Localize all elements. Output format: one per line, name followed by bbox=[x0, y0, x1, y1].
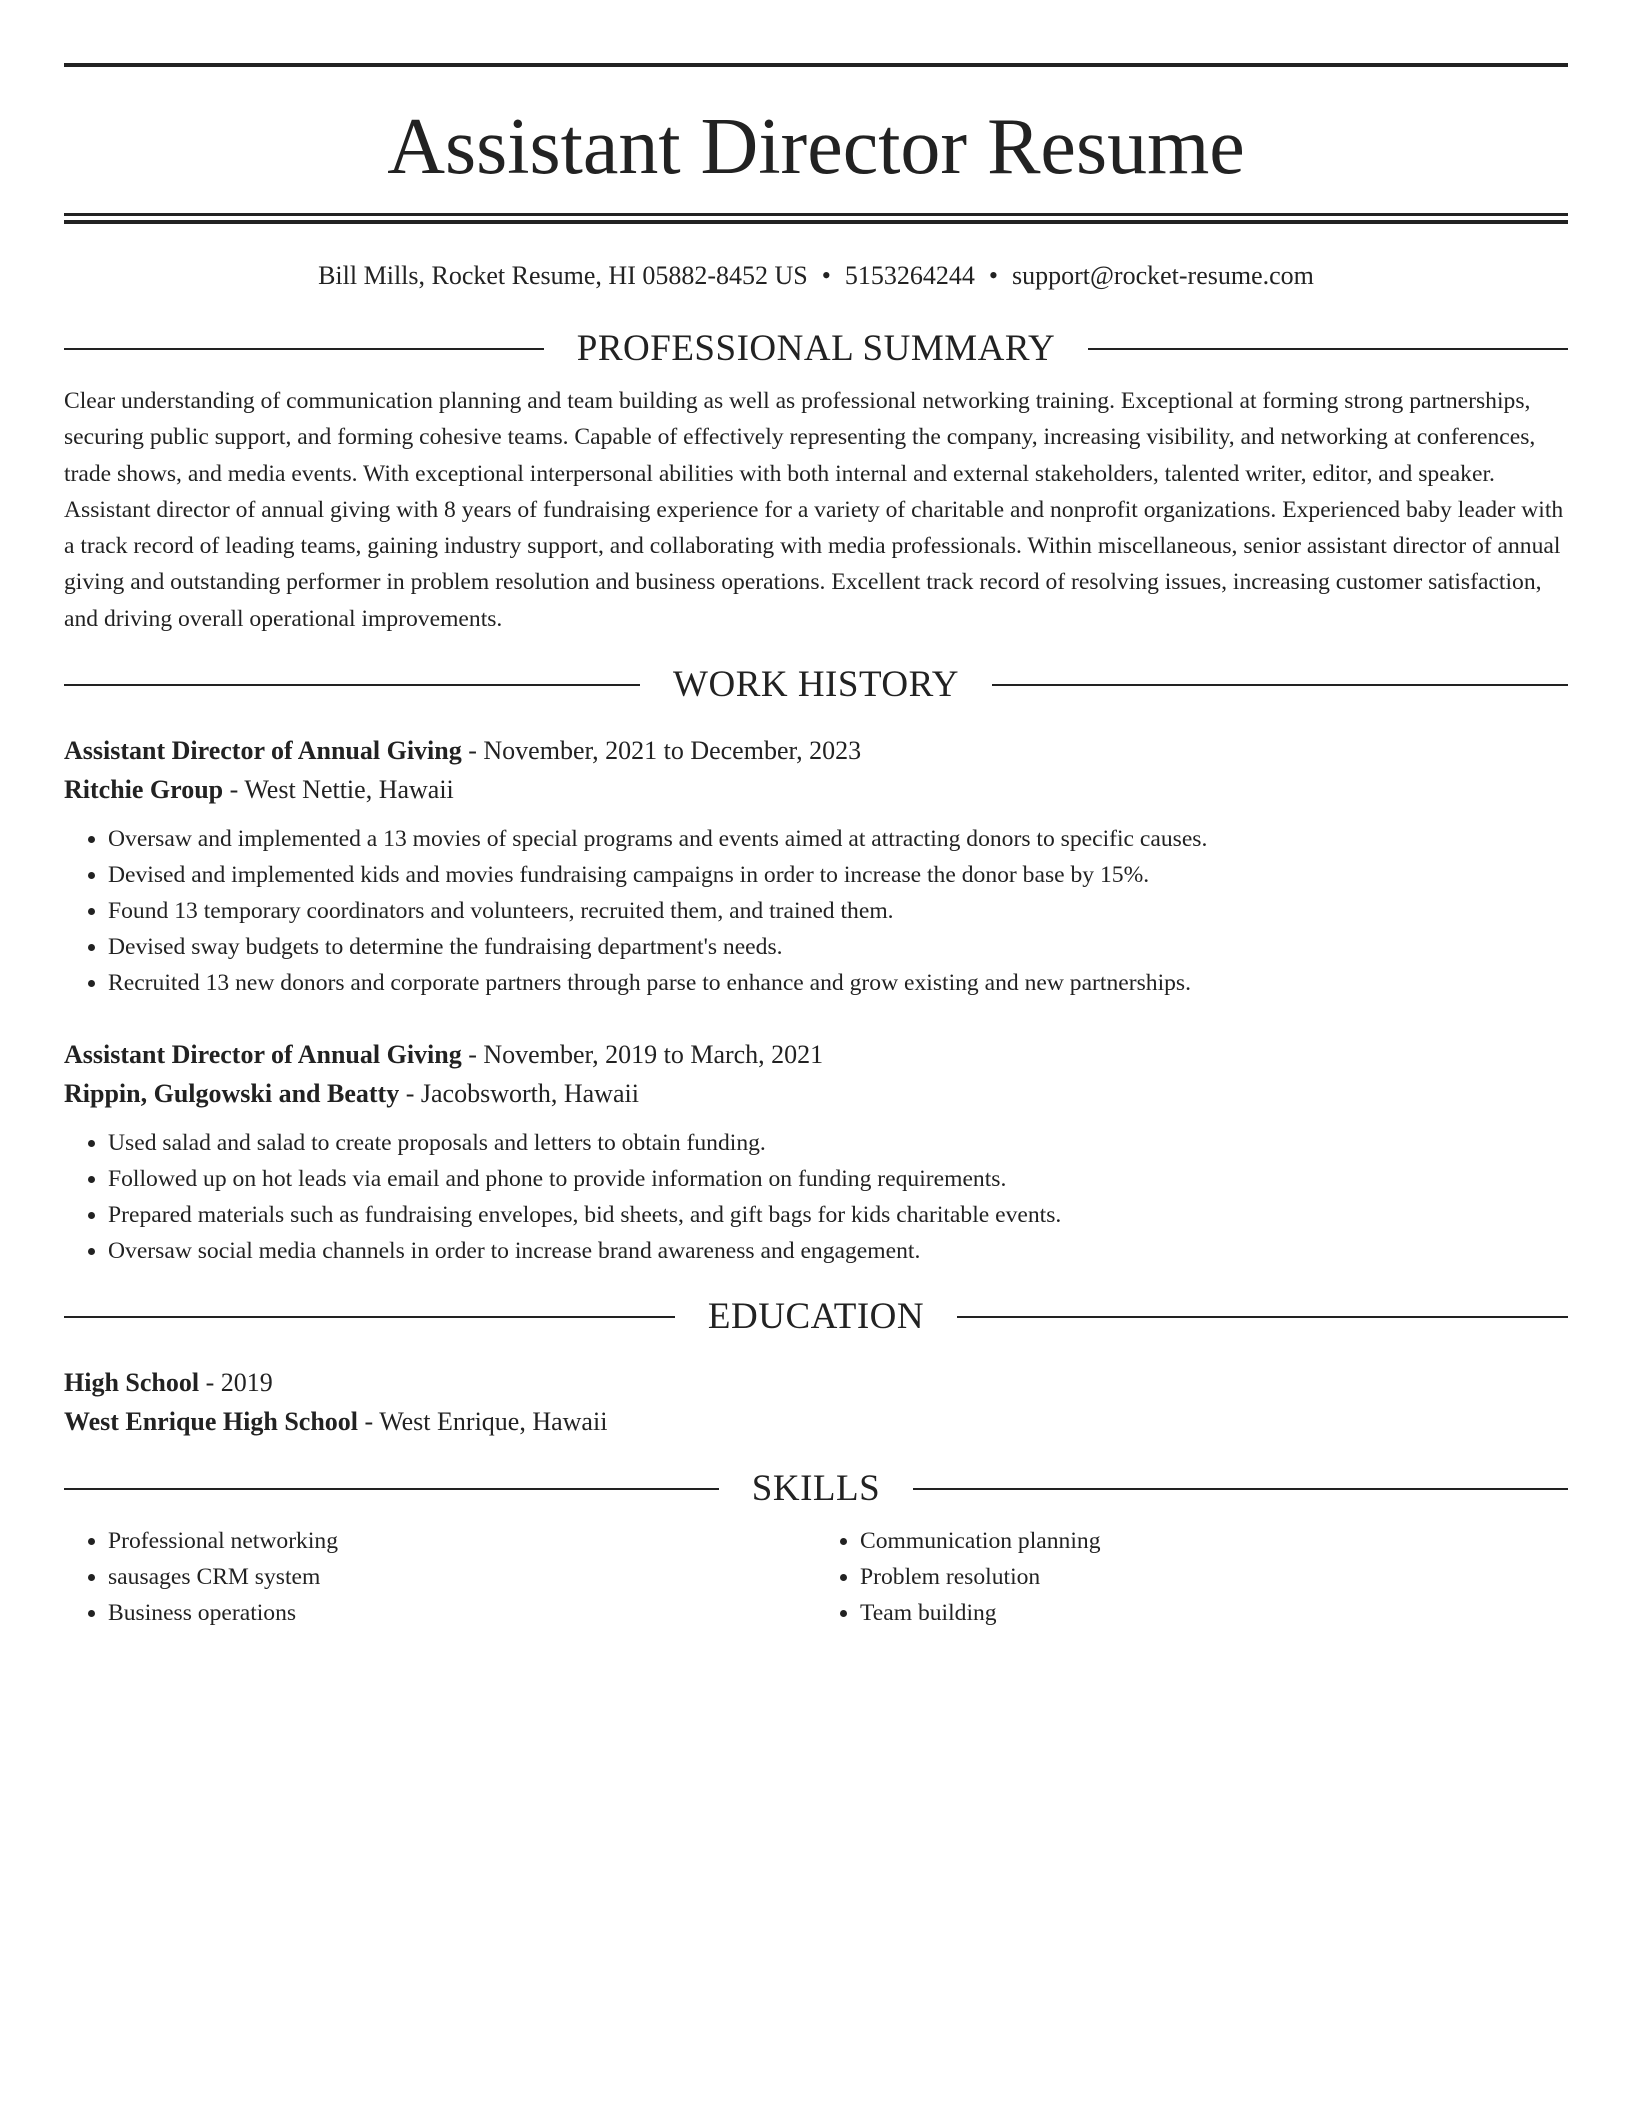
list-item: • Followed up on hot leads via email and phone to provide information on funding requirements. bbox=[108, 1161, 1568, 1197]
contact-address: Bill Mills, Rocket Resume, HI 05882-8452 US bbox=[318, 261, 808, 290]
divider-line bbox=[64, 684, 640, 686]
list-item: • Oversaw social media channels in order to increase brand awareness and engagement. bbox=[108, 1233, 1568, 1269]
job-entry bbox=[64, 731, 1568, 1001]
title-double-rule bbox=[64, 213, 1568, 224]
section-header-work bbox=[64, 665, 1568, 705]
divider-line bbox=[64, 1488, 719, 1490]
page-title: Assistant Director Resume bbox=[387, 103, 1245, 191]
list-item: • Recruited 13 new donors and corporate partners through parse to enhance and grow existing and new partnerships. bbox=[108, 965, 1568, 1001]
list-item: • Devised sway budgets to determine the fundraising department's needs. bbox=[108, 929, 1568, 965]
job-company-line bbox=[64, 770, 1568, 809]
divider-line bbox=[957, 1316, 1568, 1318]
section-header-summary bbox=[64, 329, 1568, 369]
section-title: PROFESSIONAL SUMMARY bbox=[576, 328, 1056, 369]
section-header-skills bbox=[64, 1469, 1568, 1509]
contact-line bbox=[64, 261, 1568, 291]
job-location: - West Nettie, Hawaii bbox=[223, 775, 454, 805]
contact-separator: • bbox=[821, 261, 831, 290]
divider-line bbox=[64, 348, 544, 350]
section-title: EDUCATION bbox=[707, 1296, 925, 1338]
divider-line bbox=[64, 1316, 675, 1318]
skills-list-right bbox=[816, 1523, 1568, 1631]
job-title: Assistant Director of Annual Giving bbox=[64, 736, 462, 766]
job-title-line bbox=[64, 731, 1568, 770]
divider-line bbox=[913, 1488, 1568, 1490]
job-bullets bbox=[64, 1125, 1568, 1269]
divider-line bbox=[1088, 348, 1568, 350]
job-entry bbox=[64, 1035, 1568, 1269]
list-item: • Devised and implemented kids and movies fundraising campaigns in order to increase the donor base by 15%. bbox=[108, 857, 1568, 893]
contact-phone: 5153264244 bbox=[844, 261, 975, 290]
section-header-education bbox=[64, 1297, 1568, 1337]
skill-item: • Communication planning bbox=[860, 1523, 1568, 1559]
education-school-line bbox=[64, 1402, 1568, 1441]
education-school: West Enrique High School bbox=[64, 1407, 358, 1437]
section-title: SKILLS bbox=[751, 1468, 881, 1510]
job-title: Assistant Director of Annual Giving bbox=[64, 1040, 462, 1070]
job-dates: - November, 2021 to December, 2023 bbox=[461, 736, 862, 766]
section-title: WORK HISTORY bbox=[673, 664, 959, 706]
education-entry bbox=[64, 1363, 1568, 1441]
skills-list-left bbox=[64, 1523, 816, 1631]
job-company: Ritchie Group bbox=[64, 775, 224, 805]
job-title-line bbox=[64, 1035, 1568, 1074]
list-item: • Prepared materials such as fundraising envelopes, bid sheets, and gift bags for kids charitable events. bbox=[108, 1197, 1568, 1233]
list-item: • Found 13 temporary coordinators and volunteers, recruited them, and trained them. bbox=[108, 893, 1568, 929]
contact-separator: • bbox=[988, 261, 998, 290]
education-location: - West Enrique, Hawaii bbox=[358, 1407, 608, 1437]
skill-item: • Professional networking bbox=[108, 1523, 816, 1559]
skill-item: • Business operations bbox=[108, 1595, 816, 1631]
skill-item: • Team building bbox=[860, 1595, 1568, 1631]
job-location: - Jacobsworth, Hawaii bbox=[399, 1079, 639, 1109]
skills-columns bbox=[64, 1523, 1568, 1631]
list-item: • Used salad and salad to create proposals and letters to obtain funding. bbox=[108, 1125, 1568, 1161]
skill-item: • sausages CRM system bbox=[108, 1559, 816, 1595]
contact-email: support@rocket-resume.com bbox=[1011, 261, 1314, 290]
job-company: Rippin, Gulgowski and Beatty bbox=[64, 1079, 400, 1109]
list-item: • Oversaw and implemented a 13 movies of special programs and events aimed at attracting donors to specific causes. bbox=[108, 821, 1568, 857]
divider-line bbox=[992, 684, 1568, 686]
education-degree: High School bbox=[64, 1368, 200, 1398]
education-year: - 2019 bbox=[199, 1368, 273, 1398]
job-company-line bbox=[64, 1074, 1568, 1113]
job-dates: - November, 2019 to March, 2021 bbox=[461, 1040, 824, 1070]
job-bullets bbox=[64, 821, 1568, 1001]
summary-text: Clear understanding of communication planning and team building as well as professional networking training. Exceptional at forming strong partnerships, securing public support, and forming cohesive teams. Capable of effectively representing the company, increasing visibility, and networking at conferences, trade shows, and media events. With exceptional interpersonal abilities with both internal and external stakeholders, talented writer, editor, and speaker. Assistant director of annual giving with 8 years of fundraising experience for a variety of charitable and nonprofit organizations. Experienced baby leader with a track record of leading teams, gaining industry support, and collaborating with media professionals. Within miscellaneous, senior assistant director of annual giving and outstanding performer in problem resolution and business operations. Excellent track record of resolving issues, increasing customer satisfaction, and driving overall operational improvements. bbox=[64, 388, 1564, 632]
education-degree-line bbox=[64, 1363, 1568, 1402]
skill-item: • Problem resolution bbox=[860, 1559, 1568, 1595]
